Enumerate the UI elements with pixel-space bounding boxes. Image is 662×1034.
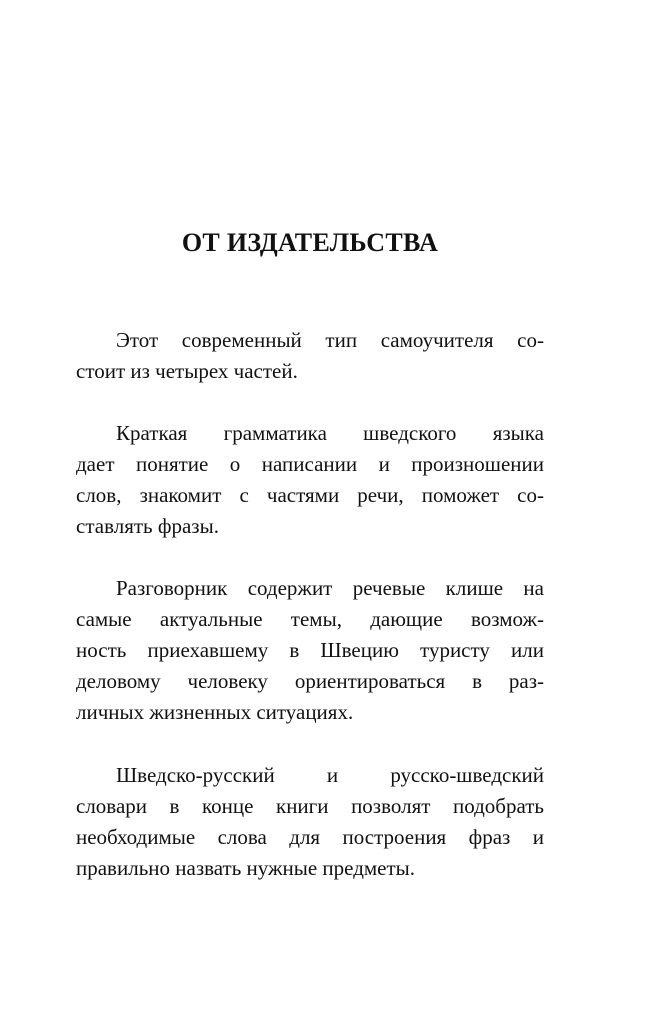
- paragraph-1-line-1: Этот современный тип самоучителя со-: [116, 328, 544, 352]
- paragraph-1-line-2: стоит из четырех частей.: [76, 359, 298, 383]
- paragraph-2-line-1: Краткая грамматика шведского языка: [116, 421, 544, 445]
- paragraph-3-line-4: деловому человеку ориентироваться в раз-: [76, 669, 544, 693]
- paragraph-3-line-1: Разговорник содержит речевые клише на: [116, 576, 544, 600]
- paragraph-4-line-1: Шведско-русский и русско-шведский: [116, 763, 544, 787]
- paragraph-3-line-3: ность приехавшему в Швецию туристу или: [76, 638, 544, 662]
- paragraph-2-line-3: слов, знакомит с частями речи, поможет со-: [76, 483, 544, 507]
- paragraph-4-line-2: словари в конце книги позволят подобрать: [76, 794, 544, 818]
- page-title: ОТ ИЗДАТЕЛЬСТВА: [181, 228, 439, 257]
- paragraph-3-line-5: личных жизненных ситуациях.: [76, 700, 354, 724]
- paragraph-4-line-3: необходимые слова для построения фраз и: [76, 825, 544, 849]
- paragraph-4-line-4: правильно назвать нужные предметы.: [76, 856, 416, 880]
- paragraph-2-line-4: ставлять фразы.: [76, 514, 219, 538]
- book-page: [76, 0, 544, 1034]
- paragraph-2-line-2: дает понятие о написании и произношении: [76, 452, 544, 476]
- paragraph-3-line-2: самые актуальные темы, дающие возмож-: [76, 607, 544, 631]
